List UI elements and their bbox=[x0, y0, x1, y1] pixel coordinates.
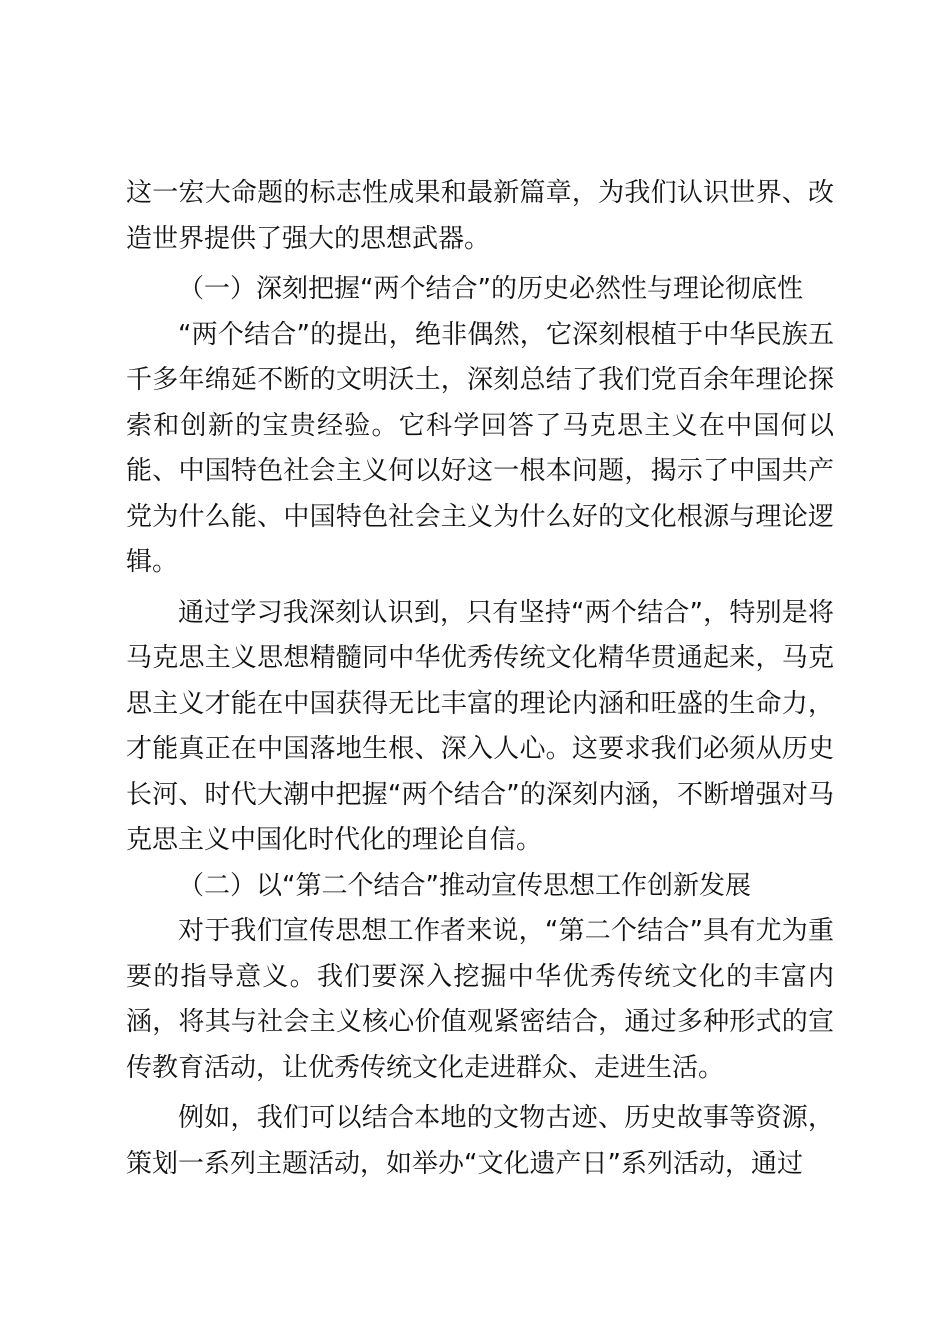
document-body bbox=[126, 171, 834, 1187]
paragraph-continuation: 这一宏大命题的标志性成果和最新篇章，为我们认识世界、改造世界提供了强大的思想武器。 bbox=[126, 178, 834, 254]
paragraph: “两个结合”的提出，绝非偶然，它深刻根植于中华民族五千多年绵延不断的文明沃土，深刻总结了我们党百余年理论探索和创新的宝贵经验。它科学回答了马克思主义在中国何以能、中国特色社会主义何以好这一根本问题，揭示了中国共产党为什么能、中国特色社会主义为什么好的文化根源与理论逻辑。 bbox=[126, 319, 834, 577]
section-heading-2: （二）以“第二个结合”推动宣传思想工作创新发展 bbox=[178, 870, 751, 901]
paragraph: 通过学习我深刻认识到，只有坚持“两个结合”，特别是将马克思主义思想精髓同中华优秀传统文化精华贯通起来，马克思主义才能在中国获得无比丰富的理论内涵和旺盛的生命力，才能真正在中国落地生根、深入人心。这要求我们必须从历史长河、时代大潮中把握“两个结合”的深刻内涵，不断增强对马克思主义中国化时代化的理论自信。 bbox=[126, 597, 834, 855]
paragraph: 对于我们宣传思想工作者来说，“第二个结合”具有尤为重要的指导意义。我们要深入挖掘中华优秀传统文化的丰富内涵，将其与社会主义核心价值观紧密结合，通过多种形式的宣传教育活动，让优秀传统文化走进群众、走进生活。 bbox=[126, 916, 834, 1083]
paragraph: 例如，我们可以结合本地的文物古迹、历史故事等资源，策划一系列主题活动，如举办“文化遗产日”系列活动，通过 bbox=[126, 1103, 834, 1179]
section-heading-1: （一）深刻把握“两个结合”的历史必然性与理论彻底性 bbox=[178, 274, 803, 304]
